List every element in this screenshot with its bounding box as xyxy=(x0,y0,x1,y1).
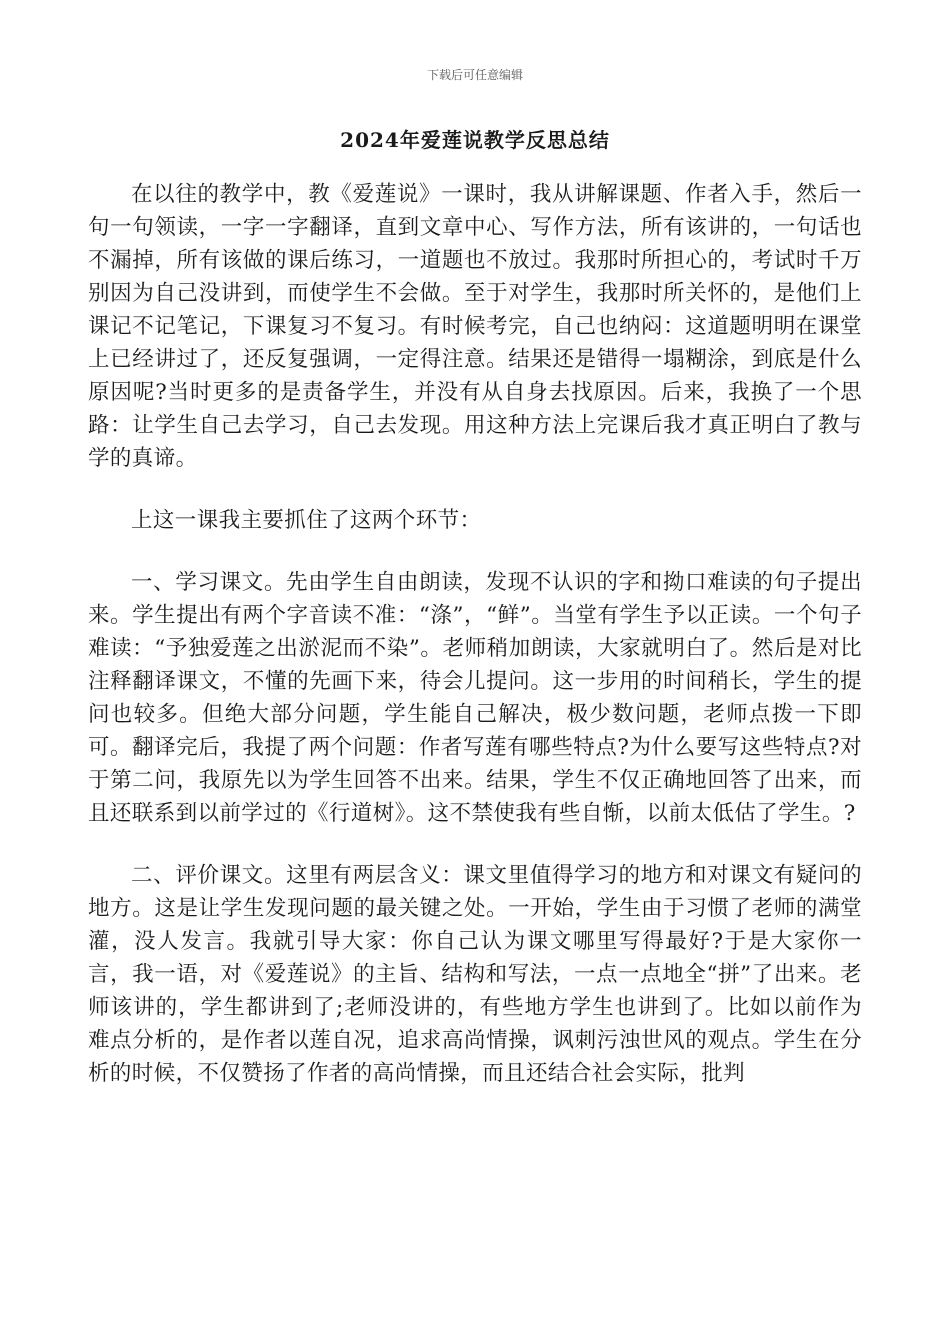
header-note: 下载后可任意编辑 xyxy=(426,68,523,82)
paragraph-intro: 在以往的教学中，教《爱莲说》一课时，我从讲解课题、作者入手，然后一句一句领读，一字一字翻译，直到文章中心、写作方法，所有该讲的，一句话也不漏掉，所有该做的课后练习，一道题也不放过。我那时所担心的，考试时千万别因为自己没讲到，而使学生不会做。至于对学生，我那时所关怀的，是他们上课记不记笔记，下课复习不复习。有时候考完，自己也纳闷：这道题明明在课堂上已经讲过了，还反复强调，一定得注意。结果还是错得一塌糊涂，到底是什么原因呢?当时更多的是责备学生，并没有从自身去找原因。后来，我换了一个思路：让学生自己去学习，自己去发现。用这种方法上完课后我才真正明白了教与学的真谛。 xyxy=(88,182,862,471)
paragraph-learn-text: 一、学习课文。先由学生自由朗读，发现不认识的字和拗口难读的句子提出来。学生提出有两个字音读不准：“涤”，“鲜”。当堂有学生予以正读。一个句子难读：“予独爱莲之出淤泥而不染”。老师稍加朗读，大家就明白了。然后是对比注释翻译课文，不懂的先画下来，待会儿提问。这一步用的时间稍长，学生的提问也较多。但绝大部分问题，学生能自己解决，极少数问题，老师点拨一下即可。翻译完后，我提了两个问题：作者写莲有哪些特点?为什么要写这些特点?对于第二问，我原先以为学生回答不出来。结果，学生不仅正确地回答了出来，而且还联系到以前学过的《行道树》。这不禁使我有些自惭，以前太低估了学生。? xyxy=(88,570,862,826)
document-title: 2024年爱莲说教学反思总结 xyxy=(340,128,610,152)
document-body xyxy=(88,178,862,1119)
paragraph-two-steps: 上这一课我主要抓住了这两个环节： xyxy=(131,508,482,533)
paragraph-evaluate-text: 二、评价课文。这里有两层含义：课文里值得学习的地方和对课文有疑问的地方。这是让学生发现问题的最关键之处。一开始，学生由于习惯了老师的满堂灌，没人发言。我就引导大家：你自己认为课文哪里写得最好?于是大家你一言，我一语，对《爱莲说》的主旨、结构和写法，一点一点地全“拼”了出来。老师该讲的，学生都讲到了;老师没讲的，有些地方学生也讲到了。比如以前作为难点分析的，是作者以莲自况，追求高尚情操，讽刺污浊世风的观点。学生在分析的时候，不仅赞扬了作者的高尚情操，而且还结合社会实际，批判 xyxy=(88,863,862,1086)
